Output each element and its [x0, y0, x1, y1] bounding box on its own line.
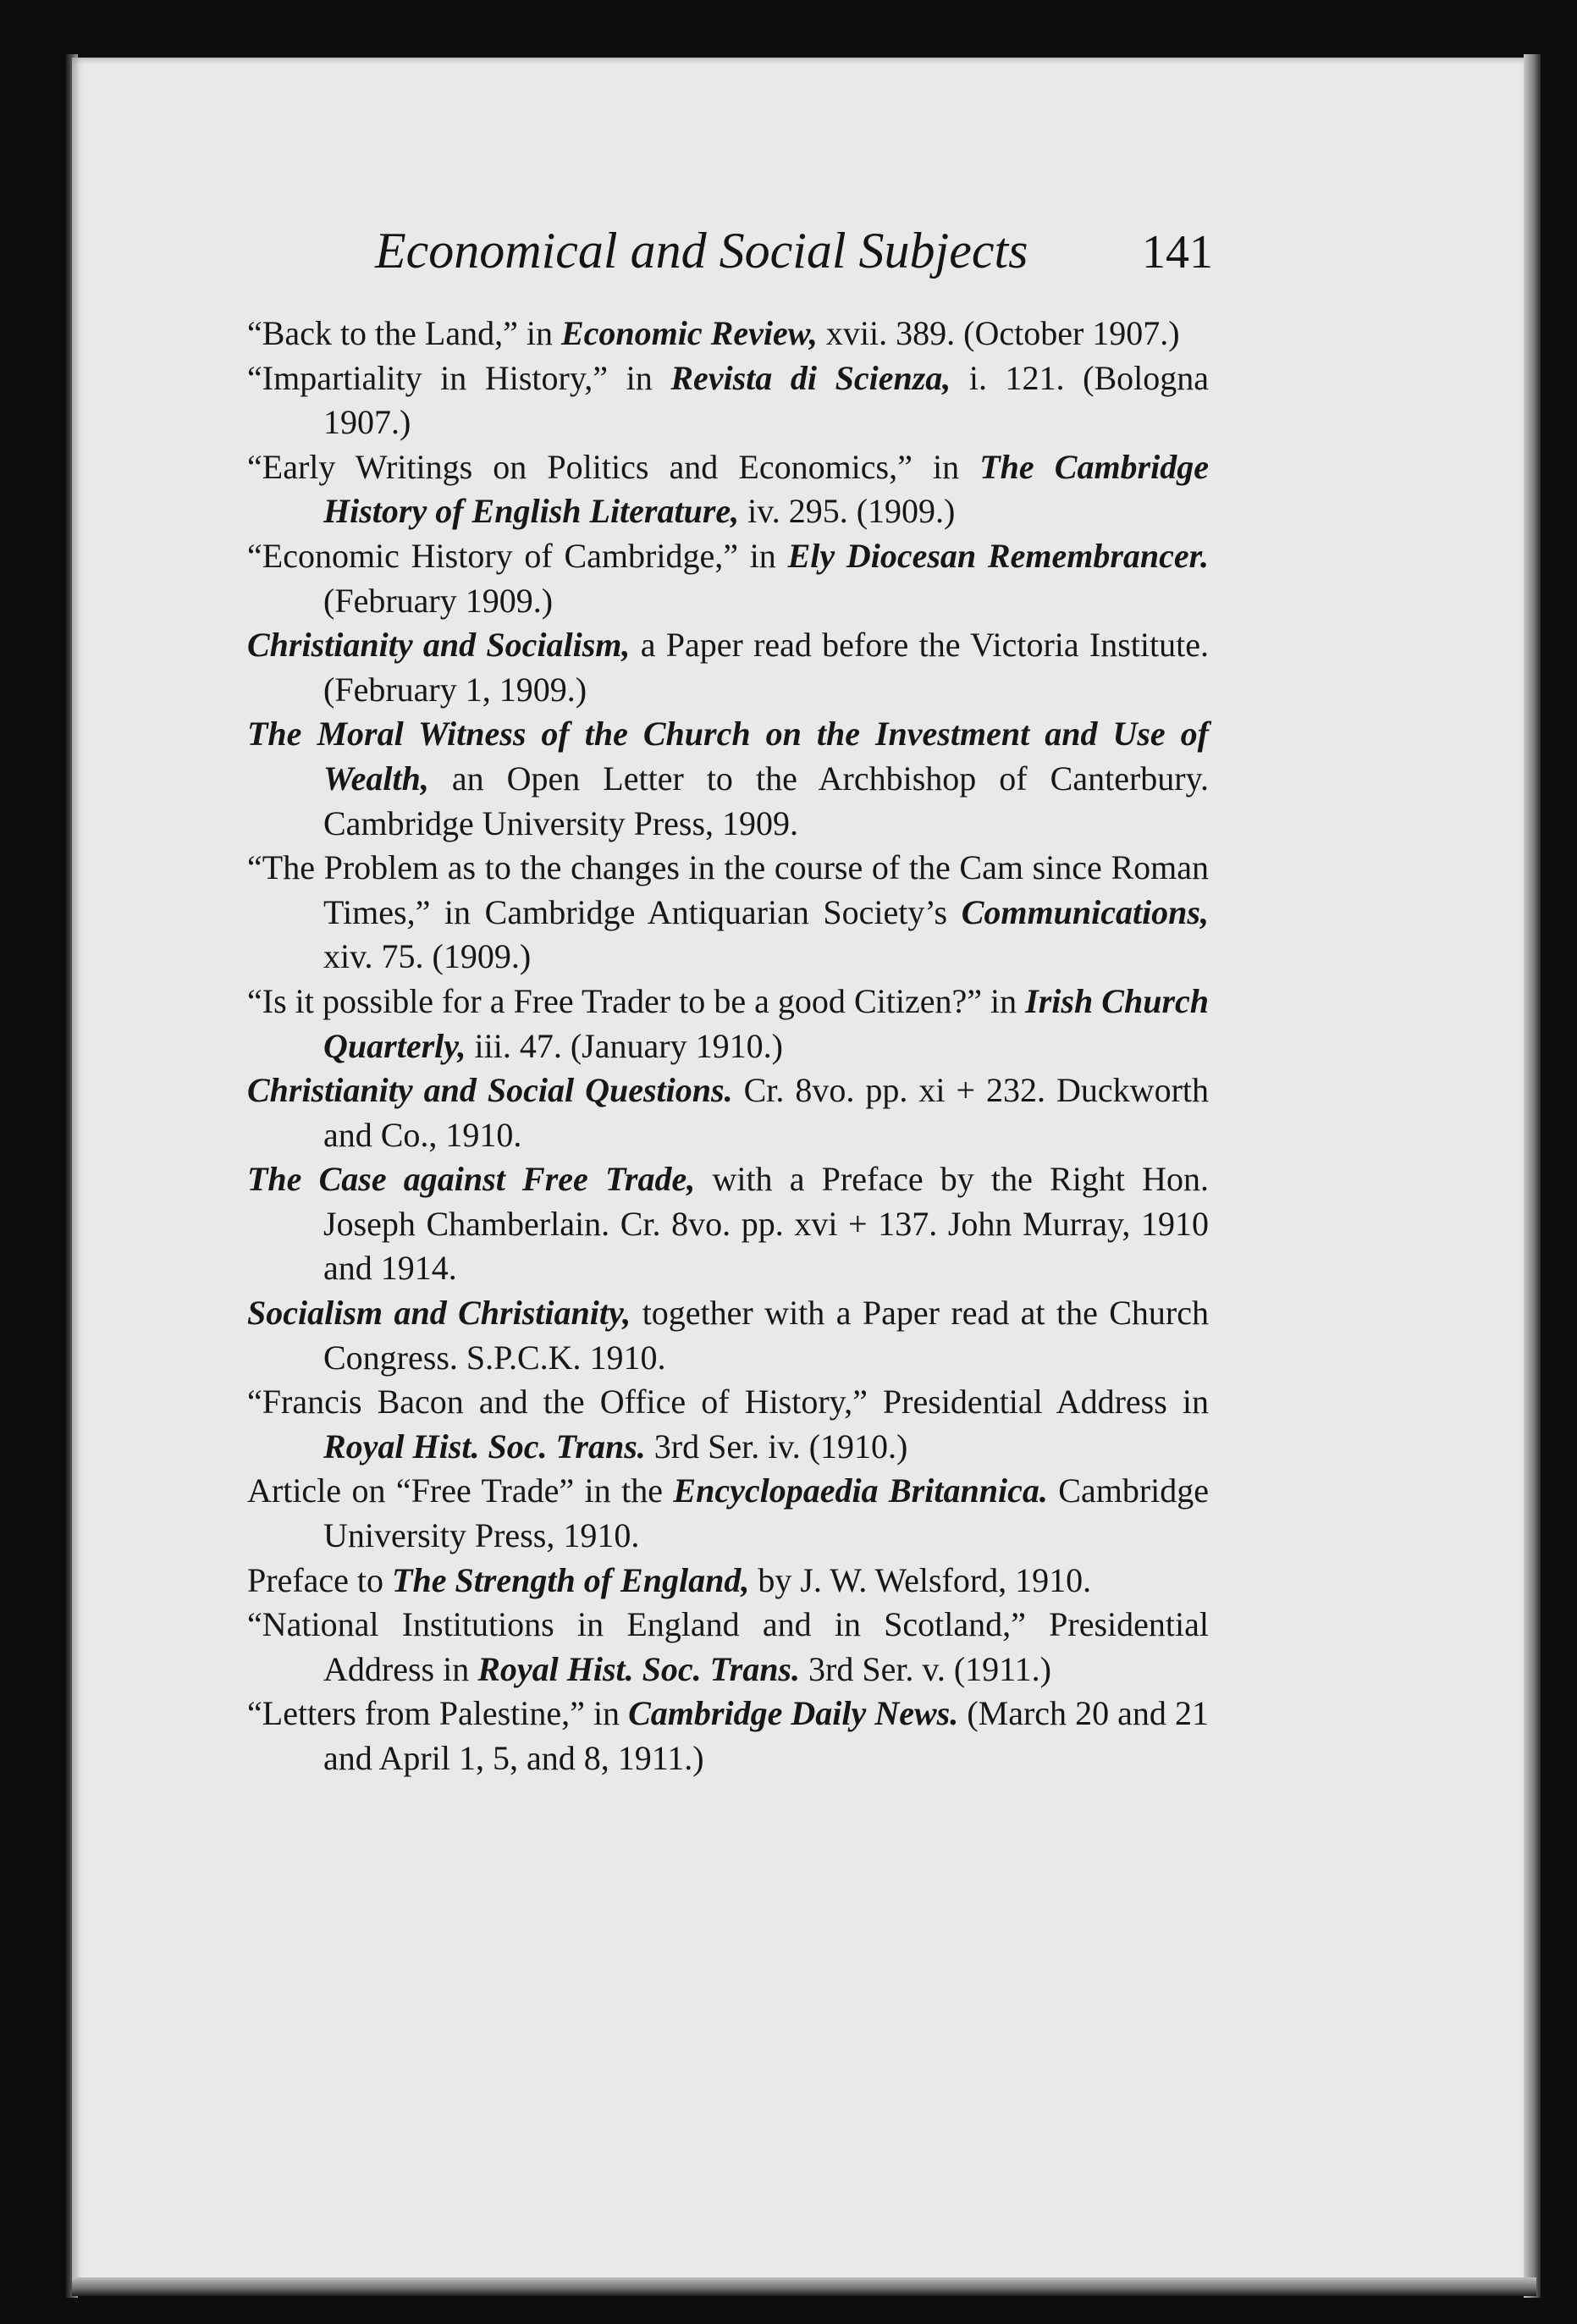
entry-text: an Open Letter to the Archbishop of Canterbury. Cambridge University Press, 1909.: [323, 759, 1209, 842]
entry-text: (March 20 and 21 and April 1, 5, and 8, 1911.): [323, 1694, 1209, 1777]
entry-title-italic: The Strength of England,: [392, 1560, 750, 1599]
entry-title-italic: Christianity and Social Questions.: [247, 1071, 733, 1110]
entry-title-italic: Encyclopaedia Britannica.: [673, 1471, 1048, 1510]
bibliography-entry: [247, 980, 1209, 1068]
entry-title-italic: Communications,: [961, 892, 1209, 931]
page-right-edge-shadow: [1524, 54, 1541, 2298]
bibliography-entry: [247, 1380, 1209, 1469]
page-bottom-edge-shadow: [72, 2277, 1536, 2296]
entry-text: Cr. 8vo. pp. xi + 232. Duckworth and Co., 1910.: [323, 1071, 1209, 1154]
entry-text: a Paper read before the Victoria Institute. (February 1, 1909.): [323, 626, 1210, 709]
entry-text: Cambridge University Press, 1910.: [323, 1471, 1210, 1555]
entry-title-italic: Socialism and Christianity,: [247, 1294, 631, 1333]
running-title: Economical and Social Subjects: [375, 223, 1028, 279]
entry-text: Preface to: [247, 1560, 393, 1599]
entry-text: with a Preface by the Right Hon. Joseph Chamberlain. Cr. 8vo. pp. xvi + 137. John Murray, 1910 and 1914.: [323, 1160, 1209, 1288]
entry-text: “Francis Bacon and the Office of History,” Presidential Address in: [247, 1383, 1209, 1421]
entry-text: Article on “Free Trade” in the: [247, 1471, 674, 1510]
bibliography-entry: [247, 1559, 1209, 1604]
bibliography-list: [247, 312, 1209, 1781]
entry-title-italic: The Moral Witness of the Church on the Investment and Use of Wealth,: [247, 715, 1209, 798]
bibliography-entry: [247, 846, 1209, 980]
entry-text: by J. W. Welsford, 1910.: [749, 1560, 1092, 1599]
entry-title-italic: The Cambridge History of English Literature,: [323, 447, 1209, 531]
entry-title-italic: Royal Hist. Soc. Trans.: [323, 1427, 646, 1466]
entry-text: (February 1909.): [323, 581, 554, 620]
entry-text: “Early Writings on Politics and Economics,” in: [247, 447, 980, 486]
entry-title-italic: Revista di Scienza,: [670, 358, 951, 397]
page-number: 141: [1142, 226, 1213, 279]
bibliography-entry: [247, 312, 1209, 356]
entry-text: xvii. 389. (October 1907.): [817, 314, 1180, 352]
running-head: [375, 222, 1213, 298]
entry-text: xiv. 75. (1909.): [323, 937, 532, 976]
entry-title-italic: Economic Review,: [560, 314, 818, 352]
entry-text: “National Institutions in England and in Scotland,” Presidential Address in: [247, 1605, 1209, 1688]
entry-text: iii. 47. (January 1910.): [466, 1026, 783, 1065]
entry-title-italic: Cambridge Daily News.: [628, 1694, 959, 1733]
entry-text: together with a Paper read at the Church Congress. S.P.C.K. 1910.: [323, 1294, 1210, 1377]
entry-title-italic: Ely Diocesan Remembrancer.: [787, 536, 1210, 575]
entry-title-italic: The Case against Free Trade,: [247, 1160, 696, 1199]
entry-title-italic: Irish Church Quarterly,: [323, 981, 1210, 1065]
entry-text: “Impartiality in History,” in: [247, 358, 671, 397]
bibliography-entry: [247, 623, 1209, 712]
entry-text: “Economic History of Cambridge,” in: [247, 536, 788, 575]
entry-title-italic: Christianity and Socialism,: [247, 626, 631, 665]
entry-text: “Is it possible for a Free Trader to be a good Citizen?” in: [247, 981, 1026, 1020]
bibliography-entry: [247, 445, 1209, 534]
entry-title-italic: Royal Hist. Soc. Trans.: [477, 1649, 800, 1688]
bibliography-entry: [247, 712, 1209, 846]
bibliography-entry: [247, 1157, 1209, 1291]
entry-text: iv. 295. (1909.): [739, 492, 956, 531]
bibliography-entry: [247, 356, 1209, 445]
bibliography-entry: [247, 1603, 1209, 1692]
bibliography-entry: [247, 1692, 1209, 1780]
entry-text: “Back to the Land,” in: [247, 314, 561, 352]
bibliography-entry: [247, 534, 1209, 623]
entry-text: “Letters from Palestine,” in: [247, 1694, 629, 1733]
bibliography-entry: [247, 1068, 1209, 1157]
entry-text: “The Problem as to the changes in the course of the Cam since Roman Times,” in Cambridge Antiquarian Society’s: [247, 848, 1209, 931]
entry-text: 3rd Ser. v. (1911.): [800, 1649, 1051, 1688]
entry-text: i. 121. (Bologna 1907.): [323, 358, 1210, 442]
entry-text: 3rd Ser. iv. (1910.): [645, 1427, 908, 1466]
bibliography-entry: [247, 1469, 1209, 1558]
bibliography-entry: [247, 1291, 1209, 1380]
